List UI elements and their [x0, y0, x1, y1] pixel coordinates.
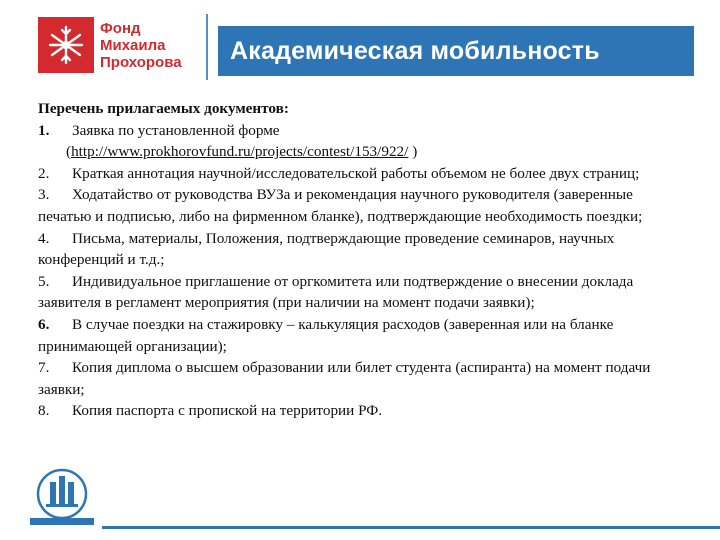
list-item: [38, 184, 678, 227]
university-emblem-icon: [24, 466, 100, 528]
title-banner: [218, 26, 694, 76]
item-number: 6.: [38, 315, 50, 333]
list-item: [38, 228, 678, 271]
item-text: Письма, материалы, Положения, подтверждающие проведение семинаров, научных конференций и т.д.;: [38, 229, 615, 269]
item-text: Копия диплома о высшем образовании или билет студента (аспиранта) на момент подачи заявки;: [38, 359, 651, 398]
logo-line: Прохорова: [100, 53, 182, 71]
page-title: Академическая мобильность: [230, 36, 600, 65]
footer-rule: [102, 526, 720, 529]
item-text: Заявка по установленной форме: [72, 121, 280, 139]
snowflake-tree-icon: [38, 17, 94, 73]
item-text: В случае поездки на стажировку – калькуляция расходов (заверенная или на бланке принимающей организации);: [38, 315, 614, 355]
fund-logo-text: [100, 20, 182, 71]
form-link[interactable]: http://www.prokhorovfund.ru/projects/contest/153/922/: [71, 143, 409, 161]
fund-logo: [38, 14, 202, 76]
item-number: 2.: [38, 164, 50, 182]
document-list: [38, 98, 678, 422]
item-number: 3.: [38, 186, 50, 204]
list-item: [38, 163, 678, 185]
list-item: [38, 400, 678, 422]
list-item: [38, 314, 678, 357]
url-suffix: ): [408, 143, 418, 161]
list-item: [38, 357, 678, 400]
item-number: 1.: [38, 121, 50, 139]
header-divider: [206, 14, 208, 80]
item-number: 4.: [38, 229, 50, 247]
item-text: Краткая аннотация научной/исследовательской работы объемом не более двух страниц;: [72, 164, 640, 182]
list-item: [38, 271, 678, 314]
list-intro: Перечень прилагаемых документов:: [38, 100, 289, 117]
list-item: [38, 120, 678, 163]
logo-line: Михаила: [100, 36, 166, 54]
item-number: 8.: [38, 402, 50, 420]
item-number: 7.: [38, 359, 50, 377]
item-number: 5.: [38, 272, 50, 290]
logo-line: Фонд: [100, 19, 141, 37]
item-text: Индивидуальное приглашение от оргкомитета или подтверждение о внесении доклада заявителя в регламент мероприятия (при наличии на момент подачи заявки);: [38, 272, 634, 312]
item-text: Ходатайство от руководства ВУЗа и рекомендация научного руководителя (заверенные печатью и подписью, либо на фирменном бланке), подтверждающие необходимость поездки;: [38, 186, 643, 225]
item-text: Копия паспорта с пропиской на территории РФ.: [72, 402, 383, 420]
url-line: (http://www.prokhorovfund.ru/projects/contest/153/922/ ): [66, 143, 418, 161]
